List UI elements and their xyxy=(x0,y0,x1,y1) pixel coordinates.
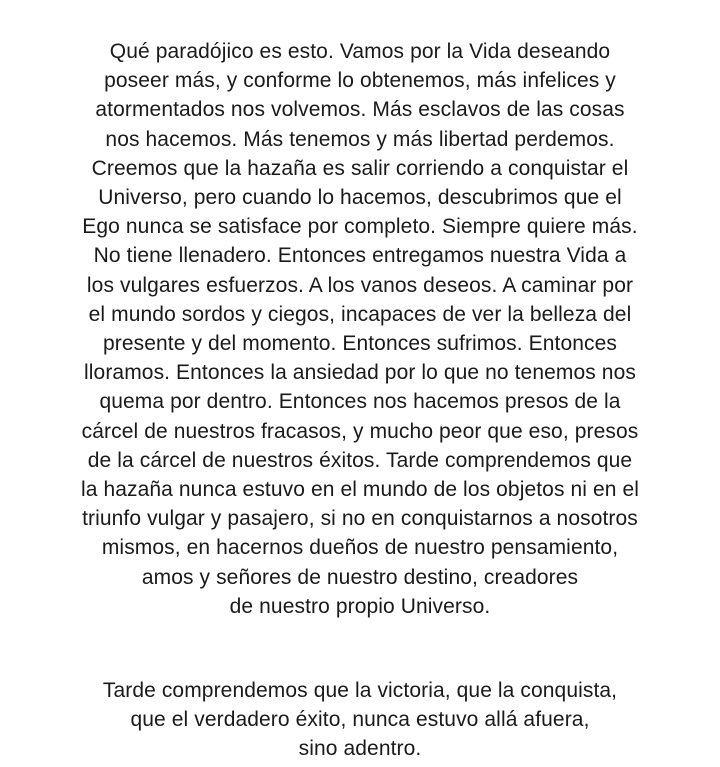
text-line: los vulgares esfuerzos. A los vanos deseos. A caminar por xyxy=(86,273,634,297)
text-line: triunfo vulgar y pasajero, si no en conquistarnos a nosotros xyxy=(82,507,638,531)
text-line: amos y señores de nuestro destino, creadores xyxy=(141,565,579,589)
closing-paragraph xyxy=(0,676,720,764)
text-line: de la cárcel de nuestros éxitos. Tarde comprendemos que xyxy=(87,448,633,472)
text-line: de nuestro propio Universo. xyxy=(229,594,491,618)
text-line: el mundo sordos y ciegos, incapaces de ver la belleza del xyxy=(88,302,632,326)
text-line: atormentados nos volvemos. Más esclavos de las cosas xyxy=(95,98,625,122)
text-line: presente y del momento. Entonces sufrimos. Entonces xyxy=(102,332,618,356)
text-line: Tarde comprendemos que la victoria, que la conquista, xyxy=(102,679,618,702)
text-line: Universo, pero cuando lo hacemos, descubrimos que el xyxy=(98,186,622,210)
text-line: poseer más, y conforme lo obtenemos, más infelices y xyxy=(104,69,616,93)
text-line: Creemos que la hazaña es salir corriendo a conquistar el xyxy=(91,156,629,180)
text-line: lloramos. Entonces la ansiedad por lo que no tenemos nos xyxy=(84,361,636,385)
text-line: sino adentro. xyxy=(298,737,422,761)
text-line: Qué paradójico es esto. Vamos por la Vida deseando xyxy=(109,40,611,63)
main-paragraph xyxy=(0,37,720,621)
text-line: la hazaña nunca estuvo en el mundo de los objetos ni en el xyxy=(80,478,640,502)
text-line: mismos, en hacernos dueños de nuestro pensamiento, xyxy=(101,536,619,560)
text-line: No tiene llenadero. Entonces entregamos nuestra Vida a xyxy=(93,244,627,268)
text-line: nos hacemos. Más tenemos y más libertad perdemos. xyxy=(105,127,615,151)
text-line: Ego nunca se satisface por completo. Siempre quiere más. xyxy=(82,215,638,239)
text-line: que el verdadero éxito, nunca estuvo allá afuera, xyxy=(130,708,590,732)
text-line: cárcel de nuestros fracasos, y mucho peor que eso, presos xyxy=(81,419,639,443)
text-line: quema por dentro. Entonces nos hacemos presos de la xyxy=(99,390,621,414)
